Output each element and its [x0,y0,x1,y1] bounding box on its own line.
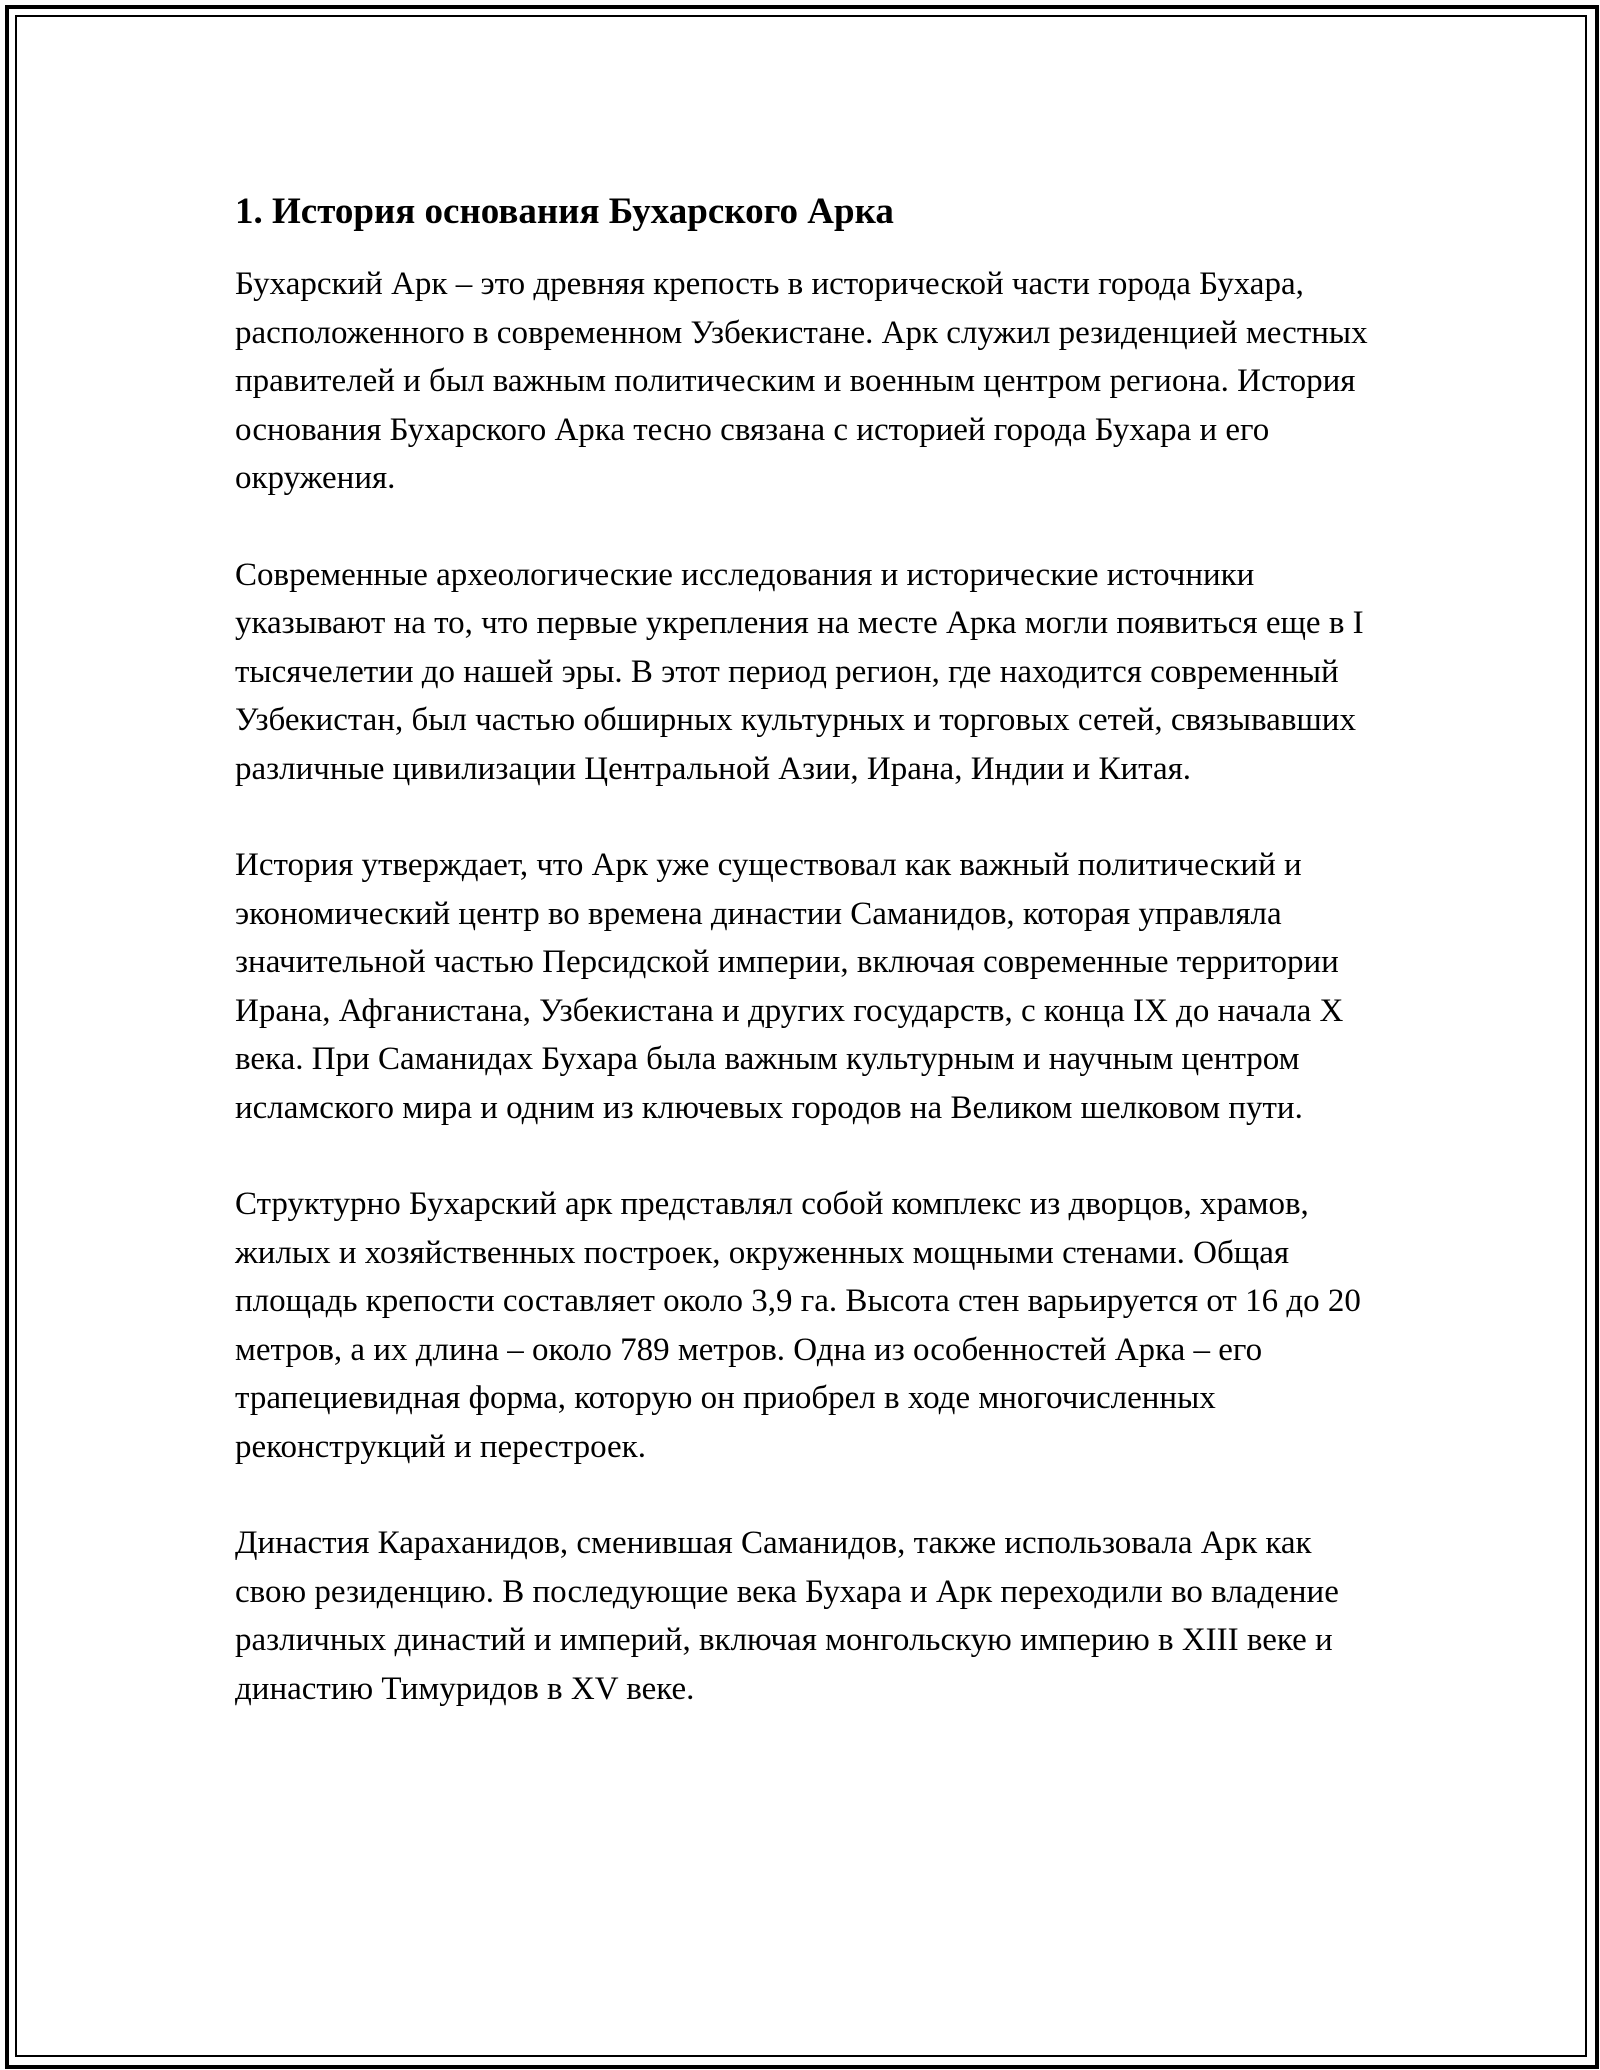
document-body [235,188,1375,1713]
section-title: 1. История основания Бухарского Арка [235,191,894,232]
paragraph-5: Династия Караханидов, сменившая Саманидов, также использовала Арк как свою резиденцию. В последующие века Бухара и Арк переходили во владение различных династий и империй, включая монгольскую империю в XIII веке и династию Тимуридов в XV веке. [235,1525,1339,1707]
paragraph-4: Структурно Бухарский арк представлял собой комплекс из дворцов, храмов, жилых и хозяйственных построек, окруженных мощными стенами. Общая площадь крепости составляет около 3,9 га. Высота стен варьируется от 16 до 20 метров, а их длина – около 789 метров. Одна из особенностей Арка – его трапециевидная форма, которую он приобрел в ходе многочисленных реконструкций и перестроек. [235,1186,1361,1465]
paragraph-2: Современные археологические исследования и исторические источники указывают на то, что первые укрепления на месте Арка могли появиться еще в I тысячелетии до нашей эры. В этот период регион, где находится современный Узбекистан, был частью обширных культурных и торговых сетей, связывавших различные цивилизации Центральной Азии, Ирана, Индии и Китая. [235,556,1364,787]
paragraph-1: Бухарский Арк – это древняя крепость в исторической части города Бухара, расположенного в современном Узбекистане. Арк служил резиденцией местных правителей и был важным политическим и военным центром региона. История основания Бухарского Арка тесно связана с историей города Бухара и его окружения. [235,266,1368,497]
paragraph-3: История утверждает, что Арк уже существовал как важный политический и экономический центр во времена династии Саманидов, которая управляла значительной частью Персидской империи, включая современные территории Ирана, Афганистана, Узбекистана и других государств, с конца IX до начала X века. При Саманидах Бухара была важным культурным и научным центром исламского мира и одним из ключевых городов на Великом шелковом пути. [235,847,1344,1126]
